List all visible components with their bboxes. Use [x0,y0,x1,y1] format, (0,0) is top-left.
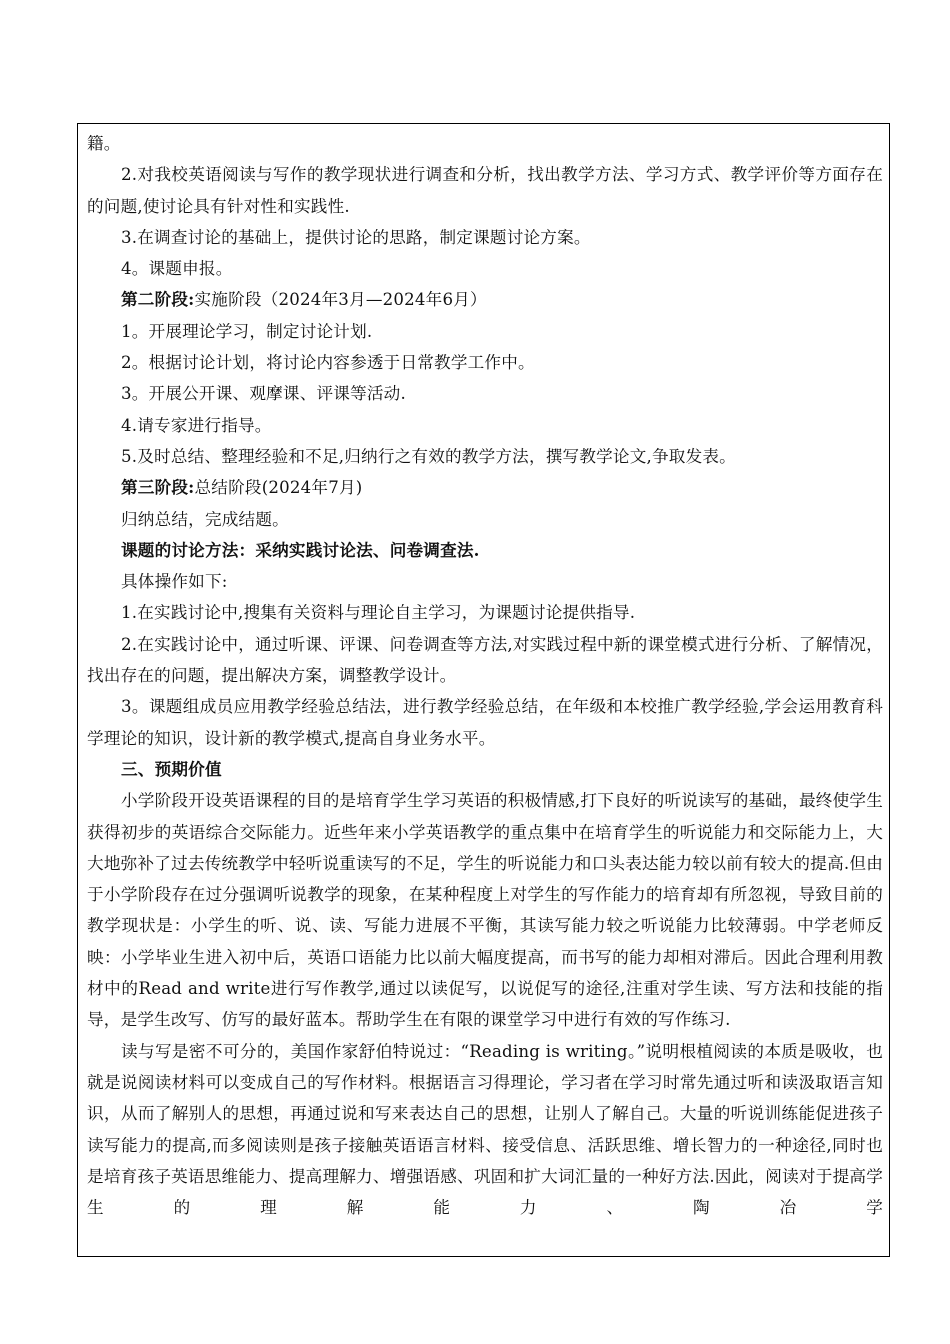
method-heading: 课题的讨论方法：采纳实践讨论法、问卷调查法. [121,539,480,560]
stage3-label: 第三阶段: [121,477,195,498]
stage2-item-4: 4.请专家进行指导。 [121,415,272,435]
value-paragraph-2: 读与写是密不可分的，美国作家舒伯特说过：“Reading is writing。”说明根植阅读的本质是吸收，也就是说阅读材料可以变成自己的写作材料。根据语言习得理论，学习者在学习时常先通过听和读汲取语言知识，从而了解别人的思想，再通过说和写来表达自己的思想，让别人了解自己。大量的听说训练能促进孩子读写能力的提高,而多阅读则是孩子接触英语语言材料、接受信息、活跃思维、增长智力的一种途径,同时也是培育孩子英语思维能力、提高理解力、增强语感、巩固和扩大词汇量的一种好方法.因此，阅读对于提高学生的理解能力、陶冶学 [87,1041,883,1218]
stage2-description: 实施阶段（2024年3月—2024年6月） [194,290,487,310]
stage3-heading [87,472,883,503]
value-paragraph-1: 小学阶段开设英语课程的目的是培育学生学习英语的积极情感,打下良好的听说读写的基础，最终使学生获得初步的英语综合交际能力。近些年来小学英语教学的重点集中在培育学生的听说能力和交际能力上，大大地弥补了过去传统教学中轻听说重读写的不足，学生的听说能力和口头表达能力较以前有较大的提高.但由于小学阶段存在过分强调听说教学的现象，在某种程度上对学生的写作能力的培育却有所忽视，导致目前的教学现状是：小学生的听、说、读、写能力进展不平衡，其读写能力较之听说能力比较薄弱。中学老师反映：小学毕业生进入初中后，英语口语能力比以前大幅度提高，而书写的能力却相对滞后。因此合理利用教材中的Read and write进行写作教学,通过以读促写，以说促写的途径,注重对学生读、写方法和技能的指导，是学生改写、仿写的最好蓝本。帮助学生在有限的课堂学习中进行有效的写作练习. [87,791,883,1030]
stage2-item-2: 2。根据讨论计划，将讨论内容参透于日常教学工作中。 [121,353,535,373]
method-intro: 具体操作如下: [121,572,228,592]
method-item-3: 3。课题组成员应用教学经验总结法，进行教学经验总结，在年级和本校推广教学经验,学会运用教育科学理论的知识，设计新的教学模式,提高自身业务水平。 [87,697,883,748]
document-body [87,128,883,1223]
stage2-item-1: 1。开展理论学习，制定讨论计划. [121,321,373,341]
stage1-item-2: 2.对我校英语阅读与写作的教学现状进行调查和分析，找出教学方法、学习方式、教学评价等方面存在的问题,使讨论具有针对性和实践性. [87,165,883,216]
stage1-item-3: 3.在调查讨论的基础上，提供讨论的思路，制定课题讨论方案。 [121,227,591,247]
method-item-1: 1.在实践讨论中,搜集有关资料与理论自主学习，为课题讨论提供指导. [121,603,636,623]
stage2-item-3: 3。开展公开课、观摩课、评课等活动. [121,384,406,404]
paragraph-continuation: 籍。 [87,134,121,153]
stage2-label: 第二阶段: [121,289,195,310]
method-item-2: 2.在实践讨论中，通过听课、评课、问卷调查等方法,对实践过程中新的课堂模式进行分析、了解情况，找出存在的问题，提出解决方案，调整教学设计。 [87,634,883,686]
stage3-description: 总结阶段(2024年7月) [194,478,363,498]
stage2-item-5: 5.及时总结、整理经验和不足,归纳行之有效的教学方法，撰写教学论文,争取发表。 [121,446,736,466]
stage3-item-1: 归纳总结，完成结题。 [121,509,289,529]
section-heading-expected-value: 三、预期价值 [121,758,222,779]
stage1-item-4: 4。课题申报。 [121,259,233,279]
stage2-heading [87,284,883,315]
